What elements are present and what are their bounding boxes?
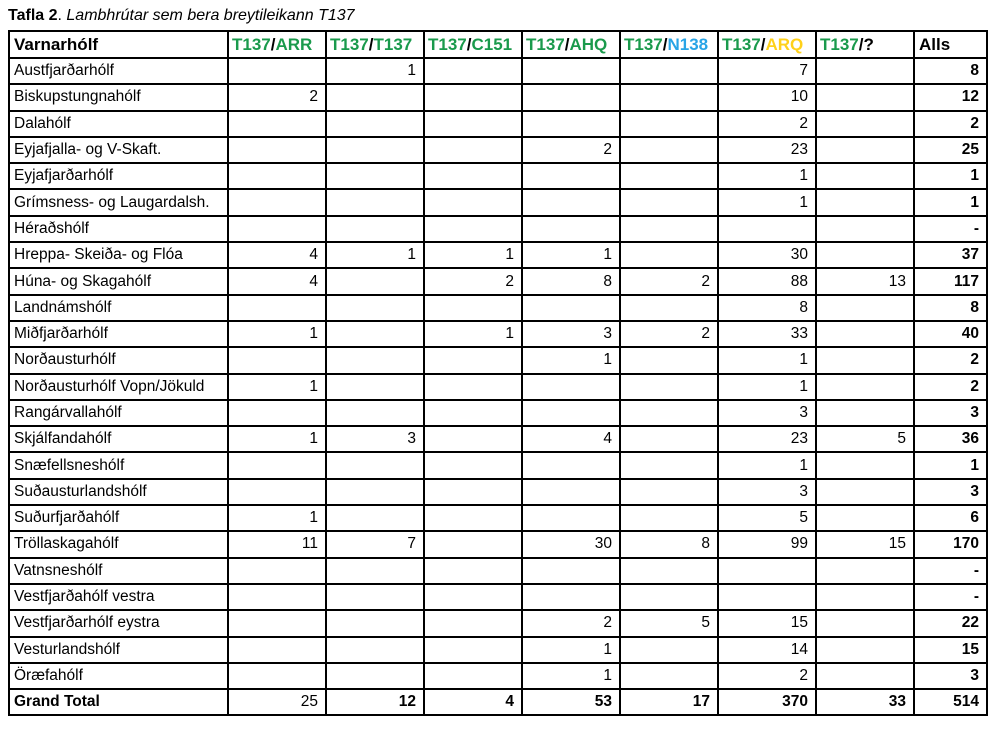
value-cell <box>620 111 718 137</box>
value-cell <box>816 58 914 84</box>
value-cell <box>228 637 326 663</box>
header-suffix: ? <box>863 34 874 54</box>
value-cell <box>326 400 424 426</box>
value-cell: 5 <box>816 426 914 452</box>
value-cell <box>228 111 326 137</box>
value-cell <box>620 295 718 321</box>
table-row <box>9 637 987 663</box>
header-slash: / <box>662 34 668 54</box>
table-row <box>9 163 987 189</box>
total-cell: 2 <box>914 111 987 137</box>
total-cell: 1 <box>914 452 987 478</box>
header-col-3 <box>424 31 522 58</box>
table-row <box>9 189 987 215</box>
value-cell: 1 <box>718 452 816 478</box>
total-cell: 40 <box>914 321 987 347</box>
value-cell: 8 <box>620 531 718 557</box>
value-cell: 2 <box>718 111 816 137</box>
value-cell <box>816 637 914 663</box>
value-cell <box>522 84 620 110</box>
header-prefix: T137 <box>624 34 663 54</box>
value-cell <box>228 347 326 373</box>
table-row <box>9 84 987 110</box>
value-cell: 4 <box>522 426 620 452</box>
table-body <box>9 58 987 715</box>
value-cell: 1 <box>522 242 620 268</box>
value-cell <box>522 479 620 505</box>
value-cell <box>228 189 326 215</box>
value-cell: 7 <box>718 58 816 84</box>
caption-label: Tafla 2 <box>8 7 58 24</box>
value-cell <box>424 189 522 215</box>
region-cell: Norðausturhólf <box>9 347 228 373</box>
value-cell: 11 <box>228 531 326 557</box>
value-cell <box>326 452 424 478</box>
table-row <box>9 374 987 400</box>
value-cell: 23 <box>718 137 816 163</box>
value-cell <box>620 347 718 373</box>
value-cell: 2 <box>522 137 620 163</box>
value-cell <box>816 84 914 110</box>
value-cell: 33 <box>816 689 914 715</box>
table-row <box>9 452 987 478</box>
value-cell <box>326 137 424 163</box>
value-cell <box>326 637 424 663</box>
value-cell <box>620 216 718 242</box>
value-cell: 4 <box>228 268 326 294</box>
value-cell <box>228 452 326 478</box>
region-cell: Miðfjarðarhólf <box>9 321 228 347</box>
value-cell <box>816 163 914 189</box>
total-cell: 2 <box>914 374 987 400</box>
value-cell <box>424 426 522 452</box>
region-cell: Norðausturhólf Vopn/Jökuld <box>9 374 228 400</box>
table-row <box>9 558 987 584</box>
value-cell: 5 <box>620 610 718 636</box>
value-cell: 15 <box>816 531 914 557</box>
region-cell: Hreppa- Skeiða- og Flóa <box>9 242 228 268</box>
total-cell: 3 <box>914 400 987 426</box>
header-prefix: T137 <box>722 34 761 54</box>
value-cell <box>620 637 718 663</box>
value-cell <box>228 163 326 189</box>
header-suffix: AHQ <box>569 34 608 54</box>
region-cell: Suðausturlandshólf <box>9 479 228 505</box>
value-cell: 17 <box>620 689 718 715</box>
value-cell <box>620 426 718 452</box>
grand-total-row <box>9 689 987 715</box>
caption-text: Lambhrútar sem bera breytileikann T137 <box>66 7 355 24</box>
value-cell: 3 <box>326 426 424 452</box>
value-cell <box>620 189 718 215</box>
value-cell <box>522 295 620 321</box>
total-cell: 15 <box>914 637 987 663</box>
value-cell: 1 <box>424 242 522 268</box>
value-cell <box>522 58 620 84</box>
value-cell: 99 <box>718 531 816 557</box>
value-cell: 7 <box>326 531 424 557</box>
table-row <box>9 111 987 137</box>
value-cell: 10 <box>718 84 816 110</box>
region-cell: Suðurfjarðahólf <box>9 505 228 531</box>
header-prefix: T137 <box>526 34 565 54</box>
value-cell <box>620 137 718 163</box>
value-cell <box>816 321 914 347</box>
value-cell: 1 <box>718 163 816 189</box>
header-slash: / <box>466 34 472 54</box>
value-cell: 12 <box>326 689 424 715</box>
value-cell <box>620 242 718 268</box>
value-cell <box>424 374 522 400</box>
value-cell: 1 <box>522 663 620 689</box>
total-cell: 2 <box>914 347 987 373</box>
value-cell: 2 <box>620 321 718 347</box>
value-cell <box>424 163 522 189</box>
header-prefix: T137 <box>232 34 271 54</box>
header-col-6 <box>718 31 816 58</box>
value-cell <box>228 137 326 163</box>
value-cell: 3 <box>522 321 620 347</box>
value-cell <box>816 400 914 426</box>
table-caption <box>8 6 976 30</box>
value-cell <box>228 295 326 321</box>
value-cell <box>228 479 326 505</box>
header-region: Varnarhólf <box>9 31 228 58</box>
value-cell: 2 <box>522 610 620 636</box>
value-cell <box>326 558 424 584</box>
header-slash: / <box>270 34 276 54</box>
value-cell <box>816 584 914 610</box>
value-cell <box>326 663 424 689</box>
total-cell: 12 <box>914 84 987 110</box>
value-cell: 4 <box>228 242 326 268</box>
value-cell <box>522 558 620 584</box>
total-cell: 1 <box>914 189 987 215</box>
value-cell <box>620 479 718 505</box>
total-cell: 3 <box>914 479 987 505</box>
value-cell <box>620 558 718 584</box>
value-cell: 1 <box>718 189 816 215</box>
value-cell <box>424 479 522 505</box>
value-cell: 15 <box>718 610 816 636</box>
header-suffix: T137 <box>373 34 413 54</box>
table-row <box>9 400 987 426</box>
total-cell: 36 <box>914 426 987 452</box>
value-cell: 1 <box>326 242 424 268</box>
value-cell <box>424 216 522 242</box>
total-cell: 117 <box>914 268 987 294</box>
header-col-5 <box>620 31 718 58</box>
value-cell <box>228 610 326 636</box>
total-cell: - <box>914 558 987 584</box>
value-cell: 1 <box>228 321 326 347</box>
value-cell <box>326 505 424 531</box>
header-col-1 <box>228 31 326 58</box>
total-cell: - <box>914 216 987 242</box>
total-cell: 22 <box>914 610 987 636</box>
region-cell: Eyjafjarðarhólf <box>9 163 228 189</box>
value-cell: 3 <box>718 400 816 426</box>
value-cell: 2 <box>228 84 326 110</box>
value-cell <box>424 400 522 426</box>
value-cell <box>424 84 522 110</box>
value-cell: 30 <box>522 531 620 557</box>
value-cell: 4 <box>424 689 522 715</box>
header-slash: / <box>760 34 766 54</box>
value-cell <box>816 242 914 268</box>
region-cell: Vesturlandshólf <box>9 637 228 663</box>
value-cell <box>816 189 914 215</box>
value-cell <box>326 321 424 347</box>
region-cell: Eyjafjalla- og V-Skaft. <box>9 137 228 163</box>
header-prefix: T137 <box>820 34 859 54</box>
header-slash: / <box>564 34 570 54</box>
region-cell: Snæfellsneshólf <box>9 452 228 478</box>
value-cell <box>718 558 816 584</box>
value-cell <box>228 584 326 610</box>
value-cell <box>620 84 718 110</box>
value-cell <box>424 584 522 610</box>
total-cell: - <box>914 584 987 610</box>
value-cell <box>424 111 522 137</box>
value-cell <box>816 295 914 321</box>
table-row <box>9 663 987 689</box>
value-cell <box>326 479 424 505</box>
value-cell <box>424 505 522 531</box>
header-prefix: T137 <box>428 34 467 54</box>
header-col-7 <box>816 31 914 58</box>
table-row <box>9 268 987 294</box>
value-cell <box>522 163 620 189</box>
value-cell: 14 <box>718 637 816 663</box>
value-cell: 2 <box>718 663 816 689</box>
value-cell <box>816 111 914 137</box>
value-cell <box>816 479 914 505</box>
value-cell <box>522 452 620 478</box>
value-cell <box>424 558 522 584</box>
value-cell <box>424 58 522 84</box>
value-cell <box>326 84 424 110</box>
value-cell <box>424 347 522 373</box>
value-cell <box>228 400 326 426</box>
value-cell: 23 <box>718 426 816 452</box>
grand-total-label: Grand Total <box>9 689 228 715</box>
region-cell: Héraðshólf <box>9 216 228 242</box>
value-cell <box>228 216 326 242</box>
caption-separator: . <box>57 7 67 24</box>
table-row <box>9 347 987 373</box>
value-cell <box>326 584 424 610</box>
value-cell <box>326 216 424 242</box>
value-cell <box>326 163 424 189</box>
value-cell <box>522 216 620 242</box>
value-cell <box>522 400 620 426</box>
header-prefix: T137 <box>330 34 369 54</box>
table-row <box>9 58 987 84</box>
value-cell <box>620 584 718 610</box>
value-cell <box>228 663 326 689</box>
table-row <box>9 216 987 242</box>
value-cell <box>326 610 424 636</box>
value-cell <box>522 584 620 610</box>
value-cell <box>620 163 718 189</box>
value-cell <box>718 584 816 610</box>
region-cell: Vestfjarðahólf vestra <box>9 584 228 610</box>
value-cell: 13 <box>816 268 914 294</box>
value-cell: 1 <box>228 426 326 452</box>
region-cell: Landnámshólf <box>9 295 228 321</box>
value-cell: 1 <box>718 374 816 400</box>
value-cell: 8 <box>718 295 816 321</box>
header-suffix: ARR <box>275 34 313 54</box>
value-cell: 8 <box>522 268 620 294</box>
table-row <box>9 531 987 557</box>
header-col-2 <box>326 31 424 58</box>
region-cell: Rangárvallahólf <box>9 400 228 426</box>
value-cell <box>424 637 522 663</box>
region-cell: Austfjarðarhólf <box>9 58 228 84</box>
region-cell: Vatnsneshólf <box>9 558 228 584</box>
value-cell: 1 <box>228 374 326 400</box>
value-cell <box>816 663 914 689</box>
value-cell <box>816 374 914 400</box>
total-cell: 25 <box>914 137 987 163</box>
value-cell: 2 <box>424 268 522 294</box>
header-slash: / <box>368 34 374 54</box>
value-cell <box>816 347 914 373</box>
table-row <box>9 584 987 610</box>
value-cell <box>816 216 914 242</box>
header-row <box>9 31 987 58</box>
value-cell <box>522 111 620 137</box>
value-cell <box>816 137 914 163</box>
table-row <box>9 505 987 531</box>
region-cell: Skjálfandahólf <box>9 426 228 452</box>
table-row <box>9 479 987 505</box>
value-cell <box>326 347 424 373</box>
total-cell: 3 <box>914 663 987 689</box>
value-cell <box>424 663 522 689</box>
value-cell <box>522 374 620 400</box>
value-cell <box>326 374 424 400</box>
region-cell: Grímsness- og Laugardalsh. <box>9 189 228 215</box>
value-cell: 3 <box>718 479 816 505</box>
total-cell: 37 <box>914 242 987 268</box>
value-cell <box>424 295 522 321</box>
value-cell: 2 <box>620 268 718 294</box>
value-cell <box>424 452 522 478</box>
value-cell: 5 <box>718 505 816 531</box>
value-cell <box>424 531 522 557</box>
header-col-4 <box>522 31 620 58</box>
table-row <box>9 610 987 636</box>
table-row <box>9 426 987 452</box>
value-cell <box>326 268 424 294</box>
table-row <box>9 321 987 347</box>
value-cell: 1 <box>228 505 326 531</box>
value-cell <box>522 189 620 215</box>
total-cell: 170 <box>914 531 987 557</box>
value-cell <box>228 58 326 84</box>
total-cell: 8 <box>914 58 987 84</box>
value-cell <box>816 558 914 584</box>
value-cell <box>620 374 718 400</box>
region-cell: Vestfjarðarhólf eystra <box>9 610 228 636</box>
value-cell: 25 <box>228 689 326 715</box>
data-table <box>8 30 988 716</box>
region-cell: Dalahólf <box>9 111 228 137</box>
value-cell <box>326 111 424 137</box>
value-cell <box>620 400 718 426</box>
header-suffix: C151 <box>471 34 513 54</box>
value-cell <box>620 663 718 689</box>
value-cell <box>620 452 718 478</box>
table-row <box>9 295 987 321</box>
value-cell <box>326 295 424 321</box>
header-suffix: ARQ <box>765 34 804 54</box>
value-cell <box>424 137 522 163</box>
value-cell: 53 <box>522 689 620 715</box>
value-cell: 33 <box>718 321 816 347</box>
total-cell: 514 <box>914 689 987 715</box>
value-cell <box>228 558 326 584</box>
value-cell: 1 <box>522 637 620 663</box>
value-cell: 1 <box>326 58 424 84</box>
region-cell: Öræfahólf <box>9 663 228 689</box>
value-cell <box>424 610 522 636</box>
value-cell: 30 <box>718 242 816 268</box>
value-cell <box>620 505 718 531</box>
region-cell: Húna- og Skagahólf <box>9 268 228 294</box>
value-cell <box>326 189 424 215</box>
value-cell: 88 <box>718 268 816 294</box>
value-cell: 1 <box>718 347 816 373</box>
value-cell <box>816 505 914 531</box>
value-cell <box>522 505 620 531</box>
table-row <box>9 137 987 163</box>
value-cell: 1 <box>424 321 522 347</box>
value-cell <box>620 58 718 84</box>
value-cell <box>816 452 914 478</box>
region-cell: Tröllaskagahólf <box>9 531 228 557</box>
region-cell: Biskupstungnahólf <box>9 84 228 110</box>
total-cell: 8 <box>914 295 987 321</box>
header-slash: / <box>858 34 864 54</box>
header-suffix: N138 <box>667 34 709 54</box>
value-cell: 370 <box>718 689 816 715</box>
value-cell: 1 <box>522 347 620 373</box>
header-total: Alls <box>914 31 987 58</box>
value-cell <box>816 610 914 636</box>
table-row <box>9 242 987 268</box>
value-cell <box>718 216 816 242</box>
total-cell: 6 <box>914 505 987 531</box>
total-cell: 1 <box>914 163 987 189</box>
